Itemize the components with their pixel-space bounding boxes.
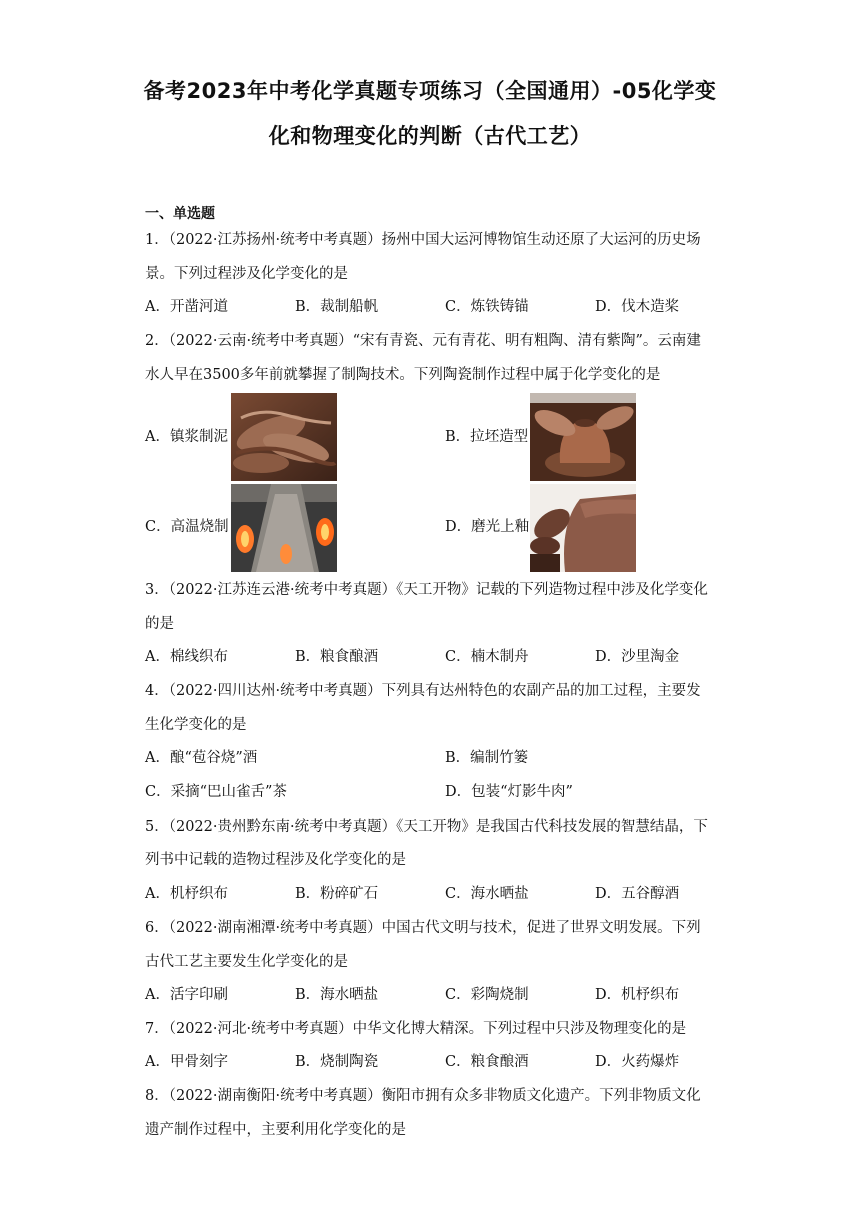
question-1-line2: 景。下列过程涉及化学变化的是 — [145, 266, 348, 282]
q4-option-c: C．采摘“巴山雀舌”茶 — [145, 784, 287, 800]
q3-option-b: B．粮食酿酒 — [295, 649, 379, 665]
q5-option-a: A．机杼织布 — [145, 886, 228, 902]
question-2-line2: 水人早在3500多年前就攀握了制陶技术。下列陶瓷制作过程中属于化学变化的是 — [145, 367, 661, 383]
question-8-line1: 8．（2022·湖南衡阳·统考中考真题）衡阳市拥有众多非物质文化遗产。下列非物质文化 — [145, 1088, 701, 1104]
q5-option-c: C．海水晒盐 — [445, 886, 529, 902]
q7-option-d: D．火药爆炸 — [595, 1054, 680, 1070]
section-heading: 一、单选题 — [145, 206, 215, 222]
q6-option-a: A．活字印刷 — [145, 987, 228, 1003]
q7-option-c: C．粮食酿酒 — [445, 1054, 529, 1070]
hands-kneading-clay-photo — [231, 393, 337, 481]
q2-option-b: B．拉坯造型 — [445, 429, 529, 445]
question-3-line2: 的是 — [145, 616, 174, 632]
q1-option-a: A．开凿河道 — [145, 299, 228, 315]
q7-option-b: B．烧制陶瓷 — [295, 1054, 379, 1070]
question-6-line1: 6．（2022·湖南湘潭·统考中考真题）中国古代文明与技术，促进了世界文明发展。下列 — [145, 920, 701, 936]
q4-option-d: D．包装“灯影牛肉” — [445, 784, 573, 800]
q5-option-b: B．粉碎矿石 — [295, 886, 379, 902]
document-title-line1: 备考2023年中考化学真题专项练习（全国通用）-05化学变 — [143, 79, 717, 103]
question-8-line2: 遗产制作过程中，主要利用化学变化的是 — [145, 1122, 406, 1138]
q6-option-b: B．海水晒盐 — [295, 987, 379, 1003]
glazing-pot-photo — [530, 484, 636, 572]
question-4-line1: 4．（2022·四川达州·统考中考真题）下列具有达州特色的农副产品的加工过程，主要发 — [145, 683, 701, 699]
question-3-line1: 3．（2022·江苏连云港·统考中考真题）《天工开物》记载的下列造物过程中涉及化学变化 — [145, 582, 708, 598]
question-7-line1: 7．（2022·河北·统考中考真题）中华文化博大精深。下列过程中只涉及物理变化的是 — [145, 1021, 687, 1037]
q6-option-c: C．彩陶烧制 — [445, 987, 529, 1003]
q5-option-d: D．五谷醇酒 — [595, 886, 680, 902]
q1-option-b: B．裁制船帆 — [295, 299, 379, 315]
question-5-line1: 5．（2022·贵州黔东南·统考中考真题）《天工开物》是我国古代科技发展的智慧结晶，下 — [145, 819, 708, 835]
q2-option-c: C．高温烧制 — [145, 519, 229, 535]
q1-option-c: C．炼铁铸锚 — [445, 299, 529, 315]
q4-option-b: B．编制竹篓 — [445, 750, 529, 766]
q2-option-d: D．磨光上釉 — [445, 519, 530, 535]
q1-option-d: D．伐木造桨 — [595, 299, 680, 315]
question-1-line1: 1．（2022·江苏扬州·统考中考真题）扬州中国大运河博物馆生动还原了大运河的历史场 — [145, 232, 701, 248]
question-2-line1: 2．（2022·云南·统考中考真题）“宋有青瓷、元有青花、明有粗陶、清有紫陶”。云南建 — [145, 333, 701, 349]
pottery-wheel-photo — [530, 393, 636, 481]
q3-option-a: A．棉线织布 — [145, 649, 228, 665]
q6-option-d: D．机杼织布 — [595, 987, 680, 1003]
q7-option-a: A．甲骨刻字 — [145, 1054, 228, 1070]
q4-option-a: A．酿“苞谷烧”酒 — [145, 750, 258, 766]
question-4-line2: 生化学变化的是 — [145, 717, 247, 733]
q2-option-a: A．镇浆制泥 — [145, 429, 228, 445]
question-5-line2: 列书中记载的造物过程涉及化学变化的是 — [145, 852, 406, 868]
kiln-firing-photo — [231, 484, 337, 572]
question-6-line2: 古代工艺主要发生化学变化的是 — [145, 954, 348, 970]
document-title-line2: 化和物理变化的判断（古代工艺） — [268, 124, 592, 148]
q3-option-d: D．沙里淘金 — [595, 649, 680, 665]
q3-option-c: C．楠木制舟 — [445, 649, 529, 665]
